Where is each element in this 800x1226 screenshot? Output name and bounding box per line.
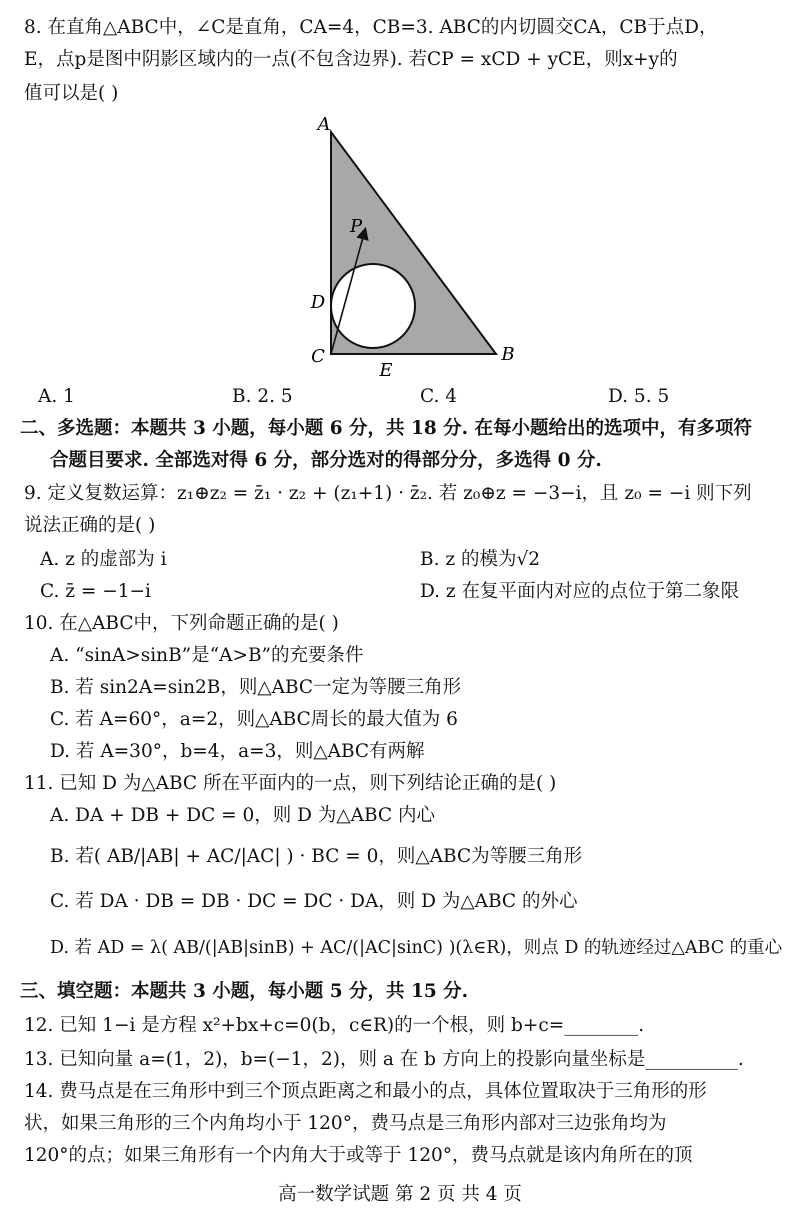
- q8-option-a: A. 1: [38, 386, 75, 407]
- q9-option-c: C. z̄ = −1−i: [40, 581, 151, 602]
- q9-stem-line2: 说法正确的是( ): [24, 515, 156, 536]
- q9-option-d: D. z 在复平面内对应的点位于第二象限: [420, 581, 740, 602]
- q9-option-b: B. z 的模为√2: [420, 549, 541, 570]
- q8-stem-line3: 值可以是( ): [24, 83, 119, 104]
- q9-stem-line1: 9. 定义复数运算：z₁⊕z₂ = z̄₁ · z₂ + (z₁+1) · z̄₂. 若 z₀⊕z = −3−i，且 z₀ = −i 则下列: [24, 483, 752, 504]
- label-a: A: [317, 114, 331, 135]
- q11-option-c: C. 若 DA · DB = DB · DC = DC · DA，则 D 为△ABC 的外心: [50, 891, 578, 912]
- q10-option-b: B. 若 sin2A=sin2B，则△ABC一定为等腰三角形: [50, 677, 462, 698]
- label-e: E: [379, 360, 393, 380]
- q11-stem: 11. 已知 D 为△ABC 所在平面内的一点，则下列结论正确的是( ): [24, 773, 557, 794]
- q14-stem-line1: 14. 费马点是在三角形中到三个顶点距离之和最小的点，具体位置取决于三角形的形: [24, 1081, 707, 1102]
- q12-stem: 12. 已知 1−i 是方程 x²+bx+c=0(b，c∈R)的一个根，则 b+c=________.: [24, 1015, 645, 1036]
- q10-stem: 10. 在△ABC中，下列命题正确的是( ): [24, 613, 339, 634]
- q10-option-a: A. “sinA>sinB”是“A>B”的充要条件: [50, 645, 364, 666]
- section2-heading: 二、多选题：本题共 3 小题，每小题 6 分，共 18 分. 在每小题给出的选项中，有多项符: [20, 418, 753, 439]
- q9-option-a: A. z 的虚部为 i: [40, 549, 167, 570]
- q10-option-d: D. 若 A=30°，b=4，a=3，则△ABC有两解: [50, 741, 425, 762]
- q13-stem: 13. 已知向量 a=(1，2)，b=(−1，2)，则 a 在 b 方向上的投影向量坐标是__________.: [24, 1049, 744, 1070]
- q8-stem-line1: 8. 在直角△ABC中，∠C是直角，CA=4，CB=3. ABC的内切圆交CA，CB于点D，: [24, 17, 718, 38]
- label-p: P: [349, 216, 363, 237]
- q8-option-c: C. 4: [420, 386, 458, 407]
- page-footer: 高一数学试题 第 2 页 共 4 页: [278, 1184, 522, 1205]
- q8-stem-line2: E，点p是图中阴影区域内的一点(不包含边界). 若CP = xCD + yCE，则x+y的: [24, 49, 678, 70]
- q8-option-d: D. 5. 5: [608, 386, 670, 407]
- label-b: B: [501, 344, 515, 365]
- q11-option-d: D. 若 AD = λ( AB/(|AB|sinB) + AC/(|AC|sinC) )(λ∈R)，则点 D 的轨迹经过△ABC 的重心: [50, 938, 783, 958]
- q14-stem-line3: 120°的点；如果三角形有一个内角大于或等于 120°，费马点就是该内角所在的顶: [24, 1145, 693, 1166]
- q11-option-b: B. 若( AB/|AB| + AC/|AC| ) · BC = 0，则△ABC为等腰三角形: [50, 846, 583, 867]
- section3-heading: 三、填空题：本题共 3 小题，每小题 5 分，共 15 分.: [20, 981, 469, 1002]
- q14-stem-line2: 状，如果三角形的三个内角均小于 120°，费马点是三角形内部对三边张角均为: [24, 1113, 667, 1134]
- section2-heading-cont: 合题目要求. 全部选对得 6 分，部分选对的得部分分，多选得 0 分.: [50, 450, 602, 471]
- q11-option-a: A. DA + DB + DC = 0，则 D 为△ABC 内心: [50, 805, 435, 826]
- q8-option-b: B. 2. 5: [232, 386, 293, 407]
- label-d: D: [310, 292, 326, 313]
- triangle-incircle-figure: [296, 108, 526, 380]
- q10-option-c: C. 若 A=60°，a=2，则△ABC周长的最大值为 6: [50, 709, 458, 730]
- label-c: C: [311, 346, 325, 367]
